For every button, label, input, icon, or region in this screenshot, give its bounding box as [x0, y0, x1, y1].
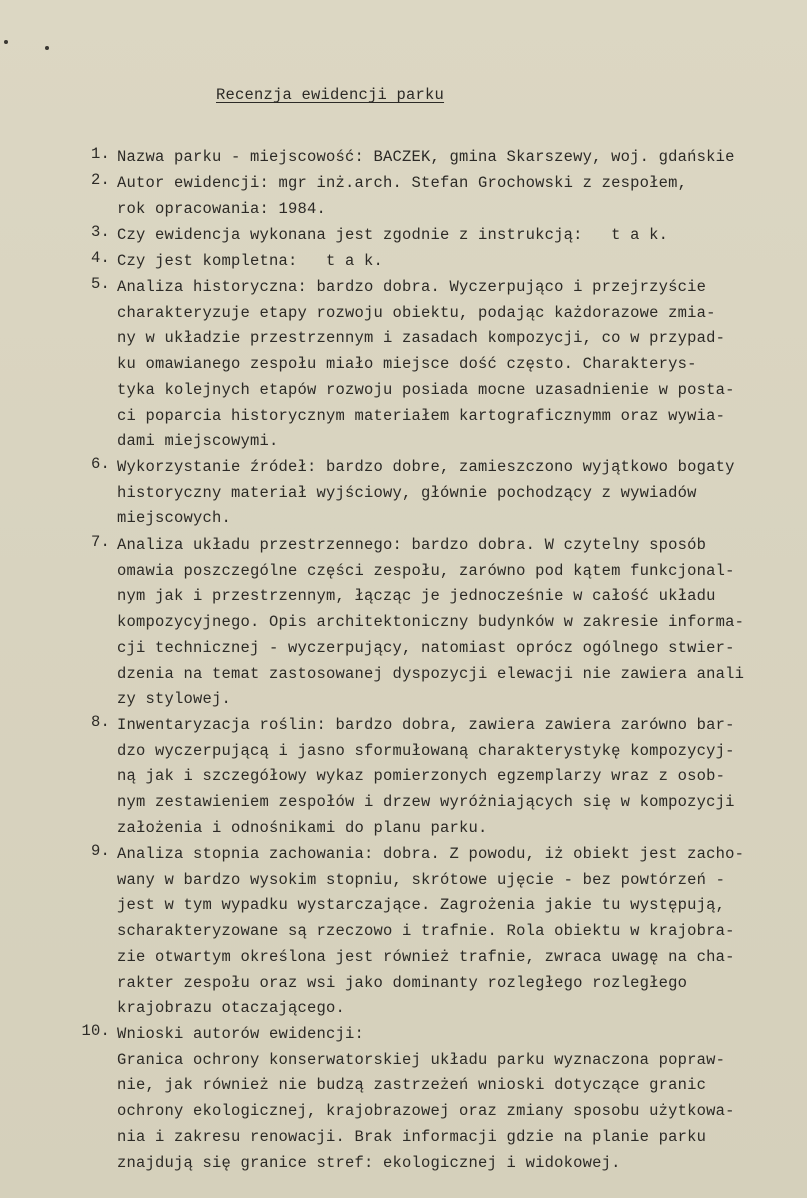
item-text-line: Analiza historyczna: bardzo dobra. Wyczerpująco i przejrzyście	[117, 278, 707, 296]
item-text-line: założenia i odnośnikami do planu parku.	[117, 818, 488, 837]
item-text-line: dami miejscowymi.	[117, 432, 279, 451]
item-text-line: krajobrazu otaczającego.	[117, 999, 346, 1018]
item-text-line: tyka kolejnych etapów rozwoju posiada mocne uzasadnienie w posta-	[117, 380, 735, 399]
item-text-line: jest w tym wypadku wystarczające. Zagrożenia jakie tu występują,	[117, 896, 726, 915]
item-number: 1.	[90, 145, 110, 163]
item-text-line: ku omawianego zespołu miało miejsce dość często. Charakterys-	[117, 355, 697, 374]
item-text-line: Inwentaryzacja roślin: bardzo dobra, zawiera zawiera zarówno bar-	[117, 716, 735, 734]
item-text-line: ochrony ekologicznej, krajobrazowej oraz zmiany sposobu użytkowa-	[117, 1102, 735, 1121]
item-text-line: Czy jest kompletna: t a k.	[117, 252, 384, 270]
item-number: 9.	[90, 842, 110, 860]
item-text-line: ci poparcia historycznym materiałem kartograficznymm oraz wywia-	[117, 406, 726, 425]
item-number: 4.	[90, 249, 110, 267]
item-number: 3.	[90, 223, 110, 241]
item-text-line: Granica ochrony konserwatorskiej układu parku wyznaczona popraw-	[117, 1050, 726, 1069]
item-text-line: omawia poszczególne części zespołu, zarówno pod kątem funkcjonal-	[117, 561, 735, 580]
item-text-line: scharakteryzowane są rzeczowo i trafnie. Rola obiektu w krajobra-	[117, 922, 735, 941]
paper-speck	[4, 40, 8, 44]
item-text-line: miejscowych.	[117, 509, 232, 528]
item-text-line: ny w układzie przestrzennym i zasadach kompozycji, co w przypad-	[117, 329, 726, 348]
item-text-line: zy stylowej.	[117, 690, 232, 709]
item-number: 6.	[90, 455, 110, 473]
item-text-line: dzo wyczerpującą i jasno sformułowaną charakterystykę kompozycyj-	[117, 741, 735, 760]
item-text-line: ną jak i szczegółowy wykaz pomierzonych egzemplarzy wraz z osob-	[117, 767, 726, 786]
item-text-line: Analiza układu przestrzennego: bardzo dobra. W czytelny sposób	[117, 536, 707, 554]
item-text-line: zie otwartym określona jest również trafnie, zwraca uwagę na cha-	[117, 947, 735, 966]
paper-speck	[45, 46, 49, 50]
item-text-line: charakteryzuje etapy rozwoju obiektu, podając każdorazowe zmia-	[117, 303, 716, 322]
item-text-line: rok opracowania: 1984.	[117, 199, 327, 218]
item-text-line: nym zestawieniem zespołów i drzew wyróżniających się w kompozycji	[117, 793, 735, 812]
item-number: 8.	[90, 713, 110, 731]
item-text-line: cji technicznej - wyczerpujący, natomiast oprócz ogólnego stwier-	[117, 638, 735, 657]
item-number: 2.	[90, 171, 110, 189]
item-number: 10.	[81, 1022, 110, 1040]
document-title: Recenzja ewidencji parku	[216, 86, 445, 104]
item-text-line: Czy ewidencja wykonana jest zgodnie z instrukcją: t a k.	[117, 226, 669, 244]
item-text-line: Wnioski autorów ewidencji:	[117, 1025, 365, 1043]
item-text-line: Nazwa parku - miejscowość: BACZEK, gmina Skarszewy, woj. gdańskie	[117, 148, 735, 166]
item-text-line: znajdują się granice stref: ekologicznej i widokowej.	[117, 1153, 621, 1172]
item-text-line: historyczny materiał wyjściowy, głównie pochodzący z wywiadów	[117, 483, 697, 502]
item-text-line: dzenia na temat zastosowanej dyspozycji elewacji nie zawiera anali	[117, 664, 745, 683]
item-number: 7.	[90, 533, 110, 551]
item-text-line: nie, jak również nie budzą zastrzeżeń wnioski dotyczące granic	[117, 1076, 707, 1095]
item-text-line: rakter zespołu oraz wsi jako dominanty rozległego rozległego	[117, 973, 688, 992]
item-text-line: kompozycyjnego. Opis architektoniczny budynków w zakresie informa-	[117, 613, 745, 632]
item-text-line: wany w bardzo wysokim stopniu, skrótowe ujęcie - bez powtórzeń -	[117, 870, 726, 889]
item-text-line: nia i zakresu renowacji. Brak informacji gdzie na planie parku	[117, 1127, 707, 1146]
item-text-line: Analiza stopnia zachowania: dobra. Z powodu, iż obiekt jest zacho-	[117, 845, 745, 863]
item-text-line: Wykorzystanie źródeł: bardzo dobre, zamieszczono wyjątkowo bogaty	[117, 458, 735, 476]
item-text-line: Autor ewidencji: mgr inż.arch. Stefan Grochowski z zespołem,	[117, 174, 688, 192]
item-number: 5.	[90, 275, 110, 293]
item-text-line: nym jak i przestrzennym, łącząc je jednocześnie w całość układu	[117, 587, 716, 606]
